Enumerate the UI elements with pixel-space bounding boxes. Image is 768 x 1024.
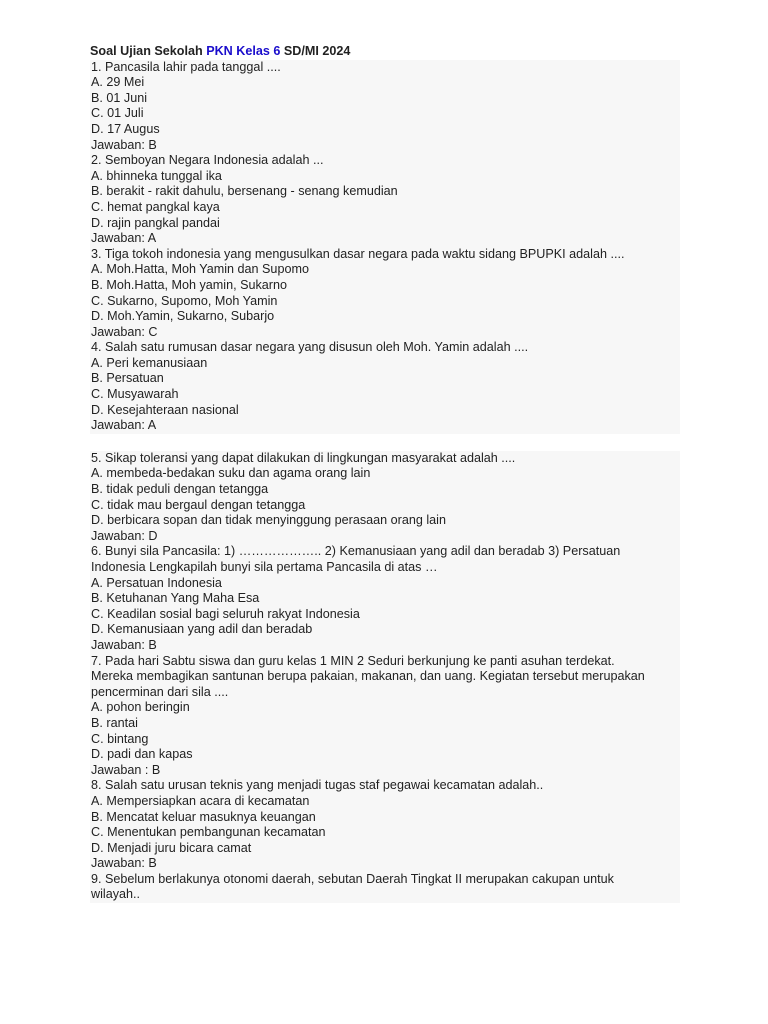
text-line: B. tidak peduli dengan tetangga — [91, 482, 269, 497]
text-line: Mereka membagikan santunan berupa pakaian, makanan, dan uang. Kegiatan tersebut merupakan — [91, 669, 645, 684]
text-line: Jawaban: D — [91, 528, 158, 543]
text-line: 8. Salah satu urusan teknis yang menjadi tugas staf pegawai kecamatan adalah.. — [91, 778, 544, 793]
text-line: D. Moh.Yamin, Sukarno, Subarjo — [91, 309, 275, 324]
text-line: A. Persatuan Indonesia — [91, 575, 222, 590]
text-line: A. 29 Mei — [91, 75, 145, 90]
text-line: Jawaban : B — [91, 762, 161, 777]
text-line: 9. Sebelum berlakunya otonomi daerah, sebutan Daerah Tingkat II merupakan cakupan untuk — [91, 871, 614, 886]
text-line: D. padi dan kapas — [91, 747, 193, 762]
text-line: A. bhinneka tunggal ika — [91, 168, 222, 183]
text-line: A. membeda-bedakan suku dan agama orang lain — [91, 466, 371, 481]
text-line: 2. Semboyan Negara Indonesia adalah ... — [91, 153, 324, 168]
text-line: Jawaban: C — [91, 324, 158, 339]
text-line: C. Sukarno, Supomo, Moh Yamin — [91, 293, 278, 308]
text-line: B. Mencatat keluar masuknya keuangan — [91, 809, 316, 824]
text-line: D. Kesejahteraan nasional — [91, 402, 239, 417]
text-line: 7. Pada hari Sabtu siswa dan guru kelas 1 MIN 2 Seduri berkunjung ke panti asuhan terdekat. — [91, 653, 615, 668]
text-line: A. pohon beringin — [91, 700, 190, 715]
text-line: wilayah.. — [91, 887, 140, 902]
text-line: pencerminan dari sila .... — [91, 684, 229, 699]
text-line: B. berakit - rakit dahulu, bersenang - senang kemudian — [91, 184, 398, 199]
text-line: B. Ketuhanan Yang Maha Esa — [91, 591, 260, 606]
text-line: D. 17 Augus — [91, 121, 160, 136]
text-line: 5. Sikap toleransi yang dapat dilakukan di lingkungan masyarakat adalah .... — [91, 450, 516, 465]
text-line: Jawaban: A — [91, 418, 157, 433]
text-line: B. Moh.Hatta, Moh yamin, Sukarno — [91, 277, 287, 292]
text-line: A. Peri kemanusiaan — [91, 355, 208, 370]
text-line: Jawaban: A — [91, 231, 157, 246]
text-line: A. Moh.Hatta, Moh Yamin dan Supomo — [91, 262, 309, 277]
text-line: Jawaban: B — [91, 137, 157, 152]
question-block-1 — [90, 60, 680, 434]
text-line: B. rantai — [91, 715, 138, 730]
text-line: D. rajin pangkal pandai — [91, 215, 220, 230]
text-line: D. berbicara sopan dan tidak menyinggung perasaan orang lain — [91, 513, 446, 528]
text-line: 1. Pancasila lahir pada tanggal .... — [91, 59, 281, 74]
text-line: D. Kemanusiaan yang adil dan beradab — [91, 622, 313, 637]
document — [90, 44, 680, 903]
text-line: C. 01 Juli — [91, 106, 144, 121]
block-gap — [90, 434, 680, 451]
text-line: C. tidak mau bergaul dengan tetangga — [91, 497, 306, 512]
text-line: C. hemat pangkal kaya — [91, 199, 220, 214]
title-suffix: SD/MI 2024 — [280, 44, 351, 58]
title-prefix: Soal Ujian Sekolah — [90, 44, 207, 58]
text-line: Jawaban: B — [91, 856, 157, 871]
text-line: C. bintang — [91, 731, 149, 746]
text-line: Jawaban: B — [91, 637, 157, 652]
text-line: B. 01 Juni — [91, 90, 148, 105]
document-title — [90, 44, 680, 60]
text-line: 3. Tiga tokoh indonesia yang mengusulkan dasar negara pada waktu sidang BPUPKI adalah .... — [91, 246, 625, 261]
text-line: C. Musyawarah — [91, 387, 179, 402]
question-block-2 — [90, 451, 680, 903]
text-line: Indonesia Lengkapilah bunyi sila pertama Pancasila di atas … — [91, 560, 438, 574]
text-line: 6. Bunyi sila Pancasila: 1) ……………….. 2) Kemanusiaan yang adil dan beradab 3) Persatuan — [91, 544, 621, 559]
text-line: D. Menjadi juru bicara camat — [91, 840, 252, 855]
text-line: 4. Salah satu rumusan dasar negara yang disusun oleh Moh. Yamin adalah .... — [91, 340, 529, 355]
text-line: C. Menentukan pembangunan kecamatan — [91, 825, 326, 840]
text-line: C. Keadilan sosial bagi seluruh rakyat Indonesia — [91, 606, 360, 621]
text-line: A. Mempersiapkan acara di kecamatan — [91, 793, 310, 808]
title-link[interactable]: PKN Kelas 6 — [206, 44, 281, 58]
text-line: B. Persatuan — [91, 371, 164, 386]
